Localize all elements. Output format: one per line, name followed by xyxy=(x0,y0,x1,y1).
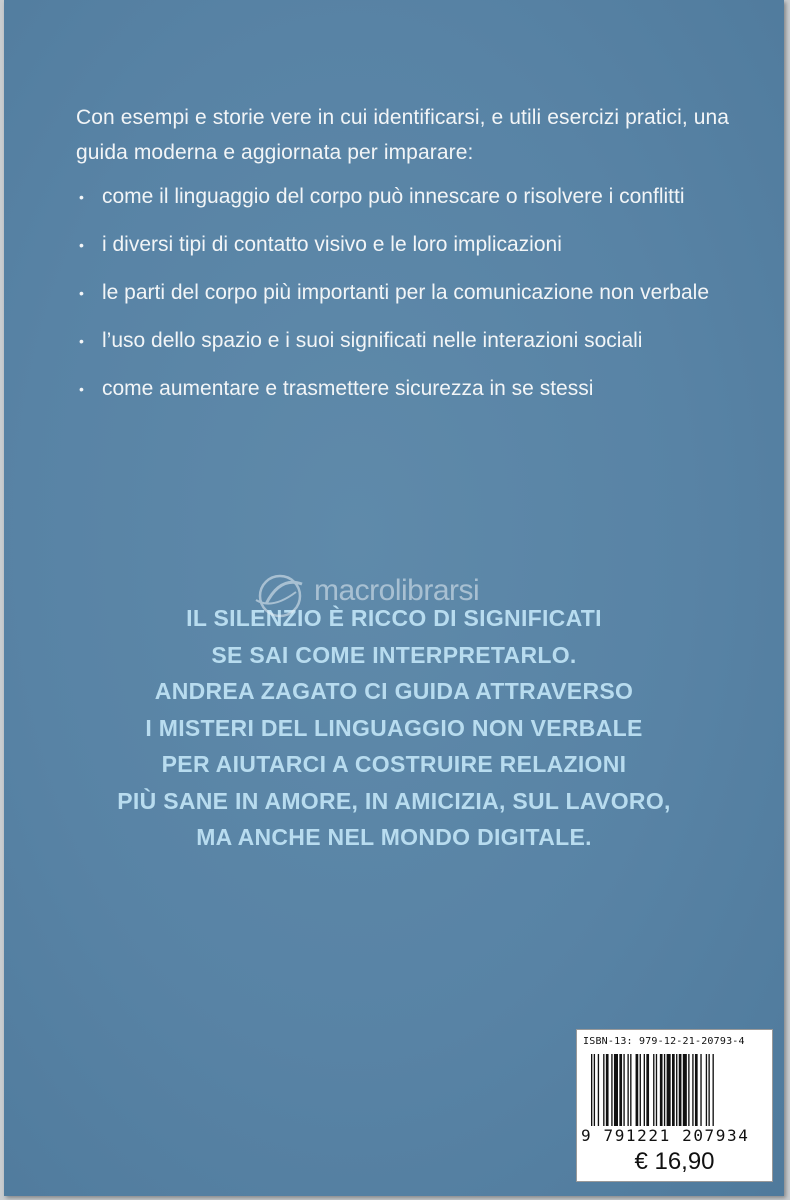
book-back-cover xyxy=(4,0,784,1196)
price-label: € 16,90 xyxy=(634,1148,715,1175)
bullet-item xyxy=(76,182,736,212)
tagline-line: IL SILENZIO È RICCO DI SIGNIFICATI xyxy=(186,605,602,631)
watermark-text: macrolibrarsi xyxy=(314,574,480,607)
bullet-dot: • xyxy=(79,381,84,397)
tagline-line: I MISTERI DEL LINGUAGGIO NON VERBALE xyxy=(145,714,643,741)
bullet-list xyxy=(76,182,736,422)
bullet-dot: • xyxy=(79,237,84,253)
isbn-number: ISBN-13: 979-12-21-20793-4 xyxy=(583,1036,745,1047)
bullet-dot: • xyxy=(79,333,84,349)
tagline-line: PER AIUTARCI A COSTRUIRE RELAZIONI xyxy=(161,751,627,777)
tagline-block xyxy=(4,600,784,856)
bullet-text: l’uso dello spazio e i suoi significati nelle interazioni sociali xyxy=(102,329,643,352)
bullet-text: le parti del corpo più importanti per la comunicazione non verbale xyxy=(102,281,710,304)
watermark-swirl-icon xyxy=(252,570,310,622)
bullet-item xyxy=(76,278,736,308)
bullet-text: come il linguaggio del corpo può innescare o risolvere i conflitti xyxy=(102,185,685,208)
bullet-dot: • xyxy=(79,189,84,205)
tagline-line: MA ANCHE NEL MONDO DIGITALE. xyxy=(196,824,592,850)
tagline-line: PIÙ SANE IN AMORE, IN AMICIZIA, SUL LAVORO, xyxy=(117,787,671,814)
intro-paragraph: Con esempi e storie vere in cui identificarsi, e utili esercizi pratici, una guida moderna e aggiornata per imparare: xyxy=(76,106,730,164)
bullet-item xyxy=(76,326,736,356)
bullet-dot: • xyxy=(79,285,84,301)
watermark-logo xyxy=(252,570,552,630)
bullet-item xyxy=(76,230,736,260)
ean-digits: 9 791221 207934 xyxy=(581,1126,750,1145)
barcode-icon xyxy=(591,1054,759,1126)
tagline-line: ANDREA ZAGATO CI GUIDA ATTRAVERSO xyxy=(154,678,634,704)
tagline-line: SE SAI COME INTERPRETARLO. xyxy=(211,641,577,668)
bullet-text: come aumentare e trasmettere sicurezza in se stessi xyxy=(102,377,594,400)
bullet-text: i diversi tipi di contatto visivo e le loro implicazioni xyxy=(102,233,562,256)
barcode-label xyxy=(576,1029,773,1182)
bullet-item xyxy=(76,374,736,404)
